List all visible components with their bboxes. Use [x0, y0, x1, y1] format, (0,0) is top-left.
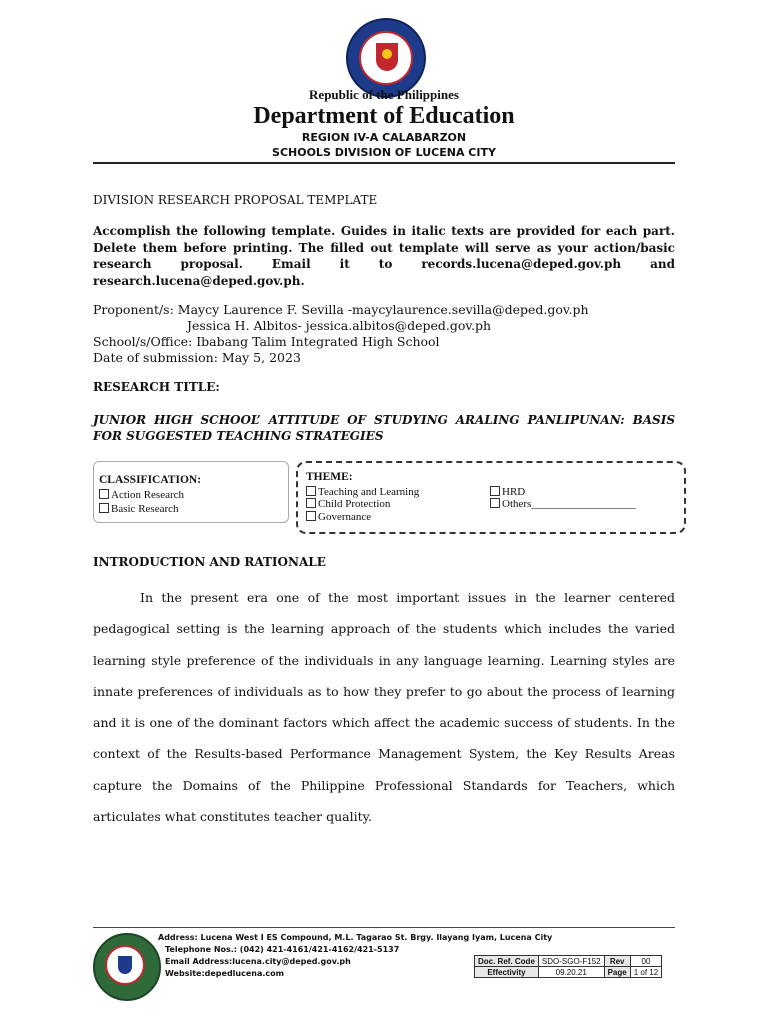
instructions-text: Accomplish the following template. Guides in italic texts are provided for each part. Delete them before printing. The filled out template will serve as your action/basic research proposal. Email it to records.lucena@deped.gov.ph and research.lucena@deped.gov.ph. — [93, 224, 675, 288]
proponent-line-1: Proponent/s: Maycy Laurence F. Sevilla -maycylaurence.sevilla@deped.gov.ph — [93, 302, 589, 317]
submission-date: Date of submission: May 5, 2023 — [93, 350, 301, 365]
page-label: Page — [604, 967, 630, 978]
footer-divider — [93, 927, 675, 928]
footer-address: Address: Lucena West I ES Compound, M.L. Tagarao St. Brgy. Ilayang Iyam, Lucena City — [158, 933, 553, 942]
doc-ref-value: SDO-SGO-F152 — [538, 956, 604, 967]
checkbox-icon[interactable] — [306, 498, 316, 508]
republic-line: Republic of the Philippines — [309, 87, 459, 102]
theme-option-hrd[interactable]: HRD — [490, 486, 525, 498]
classification-box — [93, 461, 289, 523]
document-title: DIVISION RESEARCH PROPOSAL TEMPLATE — [93, 193, 378, 207]
classification-title: CLASSIFICATION: — [99, 474, 202, 486]
division-line: SCHOOLS DIVISION OF LUCENA CITY — [272, 146, 496, 159]
research-title: JUNIOR HIGH SCHOOL’ ATTITUDE OF STUDYING ARALING PANLIPUNAN: BASIS FOR SUGGESTED TEACHING STRATEGIES — [93, 413, 675, 443]
effectivity-value: 09.20.21 — [538, 967, 604, 978]
theme-box — [296, 461, 686, 534]
school-line: School/s/Office: Ibabang Talim Integrated High School — [93, 334, 440, 349]
sdo-lucena-logo-icon — [93, 933, 161, 1001]
doc-ref-label: Doc. Ref. Code — [475, 956, 539, 967]
theme-option-governance[interactable]: Governance — [306, 511, 371, 523]
checkbox-icon[interactable] — [99, 489, 109, 499]
theme-option-teaching-learning[interactable]: Teaching and Learning — [306, 486, 419, 498]
classification-option-basic-research[interactable]: Basic Research — [99, 503, 179, 515]
theme-title: THEME: — [306, 471, 353, 483]
checkbox-icon[interactable] — [490, 486, 500, 496]
rev-label: Rev — [604, 956, 630, 967]
region-line: REGION IV-A CALABARZON — [301, 131, 467, 144]
checkbox-icon[interactable] — [306, 486, 316, 496]
deped-seal-icon — [346, 18, 426, 98]
footer-email[interactable]: Email Address:lucena.city@deped.gov.ph — [165, 957, 351, 966]
checkbox-icon[interactable] — [490, 498, 500, 508]
checkbox-icon[interactable] — [306, 511, 316, 521]
effectivity-label: Effectivity — [475, 967, 539, 978]
header-divider — [93, 162, 675, 164]
footer-website[interactable]: Website:depedlucena.com — [165, 969, 284, 978]
theme-option-others[interactable]: Others___________________ — [490, 498, 636, 510]
department-title: Department of Education — [253, 103, 515, 129]
footer-telephone: Telephone Nos.: (042) 421-4161/421-4162/421-5137 — [165, 945, 400, 954]
introduction-heading: INTRODUCTION AND RATIONALE — [93, 555, 326, 569]
checkbox-icon[interactable] — [99, 503, 109, 513]
page-value: 1 of 12 — [630, 967, 661, 978]
introduction-paragraph: In the present era one of the most important issues in the learner centered pedagogical setting is the learning approach of the students which includes the varied learning style preference of the individuals in any language learning. Learning styles are innate preferences of individuals as to how they prefer to go about the process of learning and it is one of the dominant factors which affect the academic success of students. In the context of the Results-based Performance Management System, the Key Results Areas capture the Domains of the Philippine Professional Standards for Teachers, which articulates what constitutes teacher quality. — [93, 590, 675, 825]
proponent-line-2: Jessica H. Albitos- jessica.albitos@deped.gov.ph — [187, 318, 492, 333]
theme-option-child-protection[interactable]: Child Protection — [306, 498, 390, 510]
research-title-label: RESEARCH TITLE: — [93, 380, 220, 394]
document-reference-table — [474, 955, 662, 978]
rev-value: 00 — [630, 956, 661, 967]
classification-option-action-research[interactable]: Action Research — [99, 489, 184, 501]
